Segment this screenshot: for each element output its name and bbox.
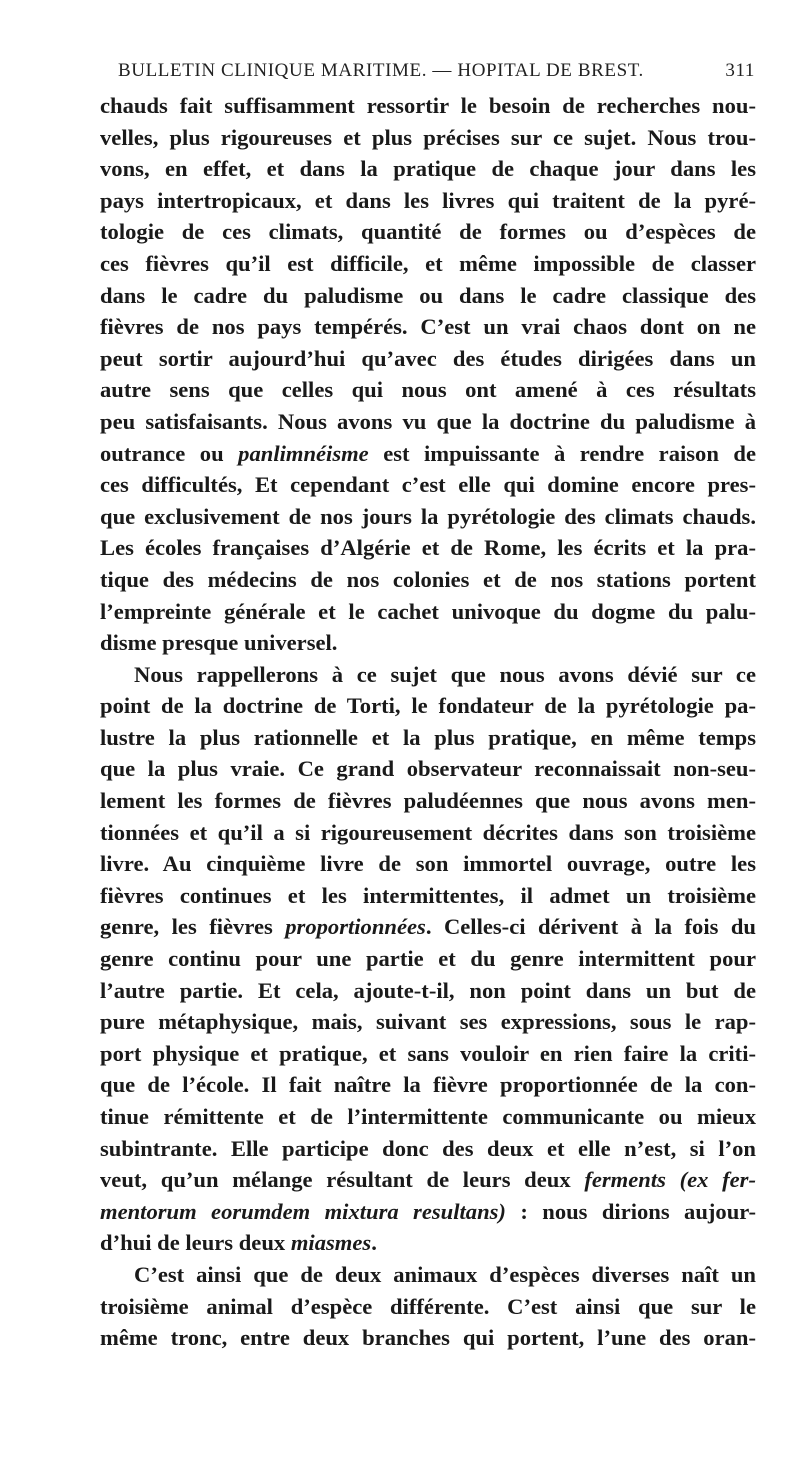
italic-text: proportionnées [285, 914, 426, 940]
text-line [100, 343, 756, 375]
text-line [100, 1259, 756, 1291]
text-run: l’autre partie. Et cela, ajoute-t-il, non point dans un but de [100, 977, 756, 1003]
text-line [100, 564, 756, 596]
text-line [100, 532, 756, 564]
italic-text: mentorum eorumdem mixtura resultans) [100, 1198, 506, 1224]
text-line [100, 1006, 756, 1038]
text-line [100, 185, 756, 217]
text-run: ces difficultés, Et cependant c’est elle qui domine encore pres- [100, 472, 756, 498]
body-text [100, 90, 756, 1354]
text-line [100, 975, 756, 1007]
text-run: peu satisfaisants. Nous avons vu que la doctrine du paludisme à [100, 408, 756, 434]
text-line [100, 311, 756, 343]
text-run: subintrante. Elle participe donc des deux et elle n’est, si l’on [100, 1135, 756, 1161]
text-line [100, 1227, 756, 1259]
text-run: outrance ou [100, 440, 239, 466]
text-line [100, 280, 756, 312]
text-run: point de la doctrine de Torti, le fondateur de la pyrétologie pa- [100, 693, 756, 719]
text-line [100, 785, 756, 817]
text-line [100, 469, 756, 501]
text-line [100, 1322, 756, 1354]
text-run: l’empreinte générale et le cachet univoque du dogme du palu- [100, 598, 756, 624]
italic-text: ferments (ex fer- [584, 1167, 756, 1193]
text-run: troisième animal d’espèce différente. C’est ainsi que sur le [100, 1293, 756, 1319]
text-run: même tronc, entre deux branches qui portent, l’une des oran- [100, 1325, 756, 1351]
text-run: lustre la plus rationnelle et la plus pratique, en même temps [100, 724, 756, 750]
italic-text: miasmes [290, 1230, 372, 1256]
text-run: tique des médecins de nos colonies et de nos stations portent [100, 566, 756, 592]
text-run: disme presque universel. [100, 630, 338, 656]
text-line [100, 722, 756, 754]
text-run: vons, en effet, et dans la pratique de chaque jour dans les [100, 156, 756, 182]
text-line [100, 753, 756, 785]
text-line [100, 1038, 756, 1070]
text-line [100, 848, 756, 880]
text-run: tinue rémittente et de l’intermittente communicante ou mieux [100, 1104, 756, 1129]
text-line [100, 438, 756, 470]
text-line [100, 122, 756, 154]
text-run: pure métaphysique, mais, suivant ses expressions, sous le rap- [100, 1009, 756, 1035]
text-run: pays intertropicaux, et dans les livres qui traitent de la pyré- [100, 187, 756, 213]
text-line [100, 248, 756, 280]
text-run: Les écoles françaises d’Algérie et de Rome, les écrits et la pra- [100, 535, 756, 561]
text-line [100, 153, 756, 185]
text-run: que de l’école. Il fait naître la fièvre proportionnée de la con- [100, 1072, 756, 1098]
text-run: veut, qu’un mélange résultant de leurs deux [100, 1167, 585, 1193]
text-line [100, 880, 756, 912]
text-run: autre sens que celles qui nous ont amené à ces résultats [100, 377, 756, 403]
text-run: . Celles-ci dérivent à la fois du [425, 914, 756, 940]
text-line [100, 216, 756, 248]
page-number: 311 [725, 60, 755, 81]
text-line [100, 1101, 756, 1133]
text-run: lement les formes de fièvres paludéennes que nous avons men- [100, 788, 756, 814]
text-run: peut sortir aujourd’hui qu’avec des études dirigées dans un [100, 345, 756, 371]
text-line [100, 406, 756, 438]
text-run: genre, les fièvres [100, 914, 286, 940]
text-run: tologie de ces climats, quantité de formes ou d’espèces de [100, 219, 756, 245]
text-run: Nous rappellerons à ce sujet que nous avons dévié sur ce [134, 661, 756, 687]
text-line [100, 1196, 756, 1228]
text-run: dans le cadre du paludisme ou dans le cadre classique des [100, 282, 756, 308]
running-header [100, 58, 755, 86]
running-title: BULLETIN CLINIQUE MARITIME. — HOPITAL DE BREST. [118, 60, 644, 81]
text-line [100, 374, 756, 406]
italic-text: panlimnéisme [238, 440, 369, 466]
text-line [100, 90, 756, 122]
text-line [100, 943, 756, 975]
text-line [100, 659, 756, 691]
text-run: C’est ainsi que de deux animaux d’espèces diverses naît un [134, 1261, 756, 1287]
text-run: fièvres continues et les intermittentes, il admet un troisième [100, 882, 756, 908]
text-run: que la plus vraie. Ce grand observateur reconnaissait non-seu- [100, 756, 756, 782]
text-line [100, 1069, 756, 1101]
text-run: genre continu pour une partie et du genre intermittent pour [100, 946, 756, 972]
text-run: chauds fait suffisamment ressortir le besoin de recherches nou- [100, 93, 756, 118]
text-run: port physique et pratique, et sans vouloir en rien faire la criti- [100, 1040, 756, 1066]
text-line [100, 627, 756, 659]
text-run: livre. Au cinquième livre de son immortel ouvrage, outre les [100, 851, 756, 877]
text-line [100, 1291, 756, 1323]
text-run: tionnées et qu’il a si rigoureusement décrites dans son troisième [100, 819, 756, 845]
text-run: : nous dirions aujour- [505, 1198, 756, 1224]
text-line [100, 1133, 756, 1165]
text-run: que exclusivement de nos jours la pyrétologie des climats chauds. [100, 503, 756, 529]
text-line [100, 911, 756, 943]
text-run: d’hui de leurs deux [100, 1230, 291, 1256]
text-run: velles, plus rigoureuses et plus précises sur ce sujet. Nous trou- [100, 124, 756, 150]
text-line [100, 501, 756, 533]
text-run: est impuissante à rendre raison de [368, 440, 756, 466]
text-line [100, 690, 756, 722]
text-line [100, 596, 756, 628]
text-line [100, 1164, 756, 1196]
text-line [100, 817, 756, 849]
text-run: . [371, 1230, 377, 1256]
text-run: ces fièvres qu’il est difficile, et même impossible de classer [100, 250, 756, 276]
text-run: fièvres de nos pays tempérés. C’est un vrai chaos dont on ne [100, 314, 756, 340]
